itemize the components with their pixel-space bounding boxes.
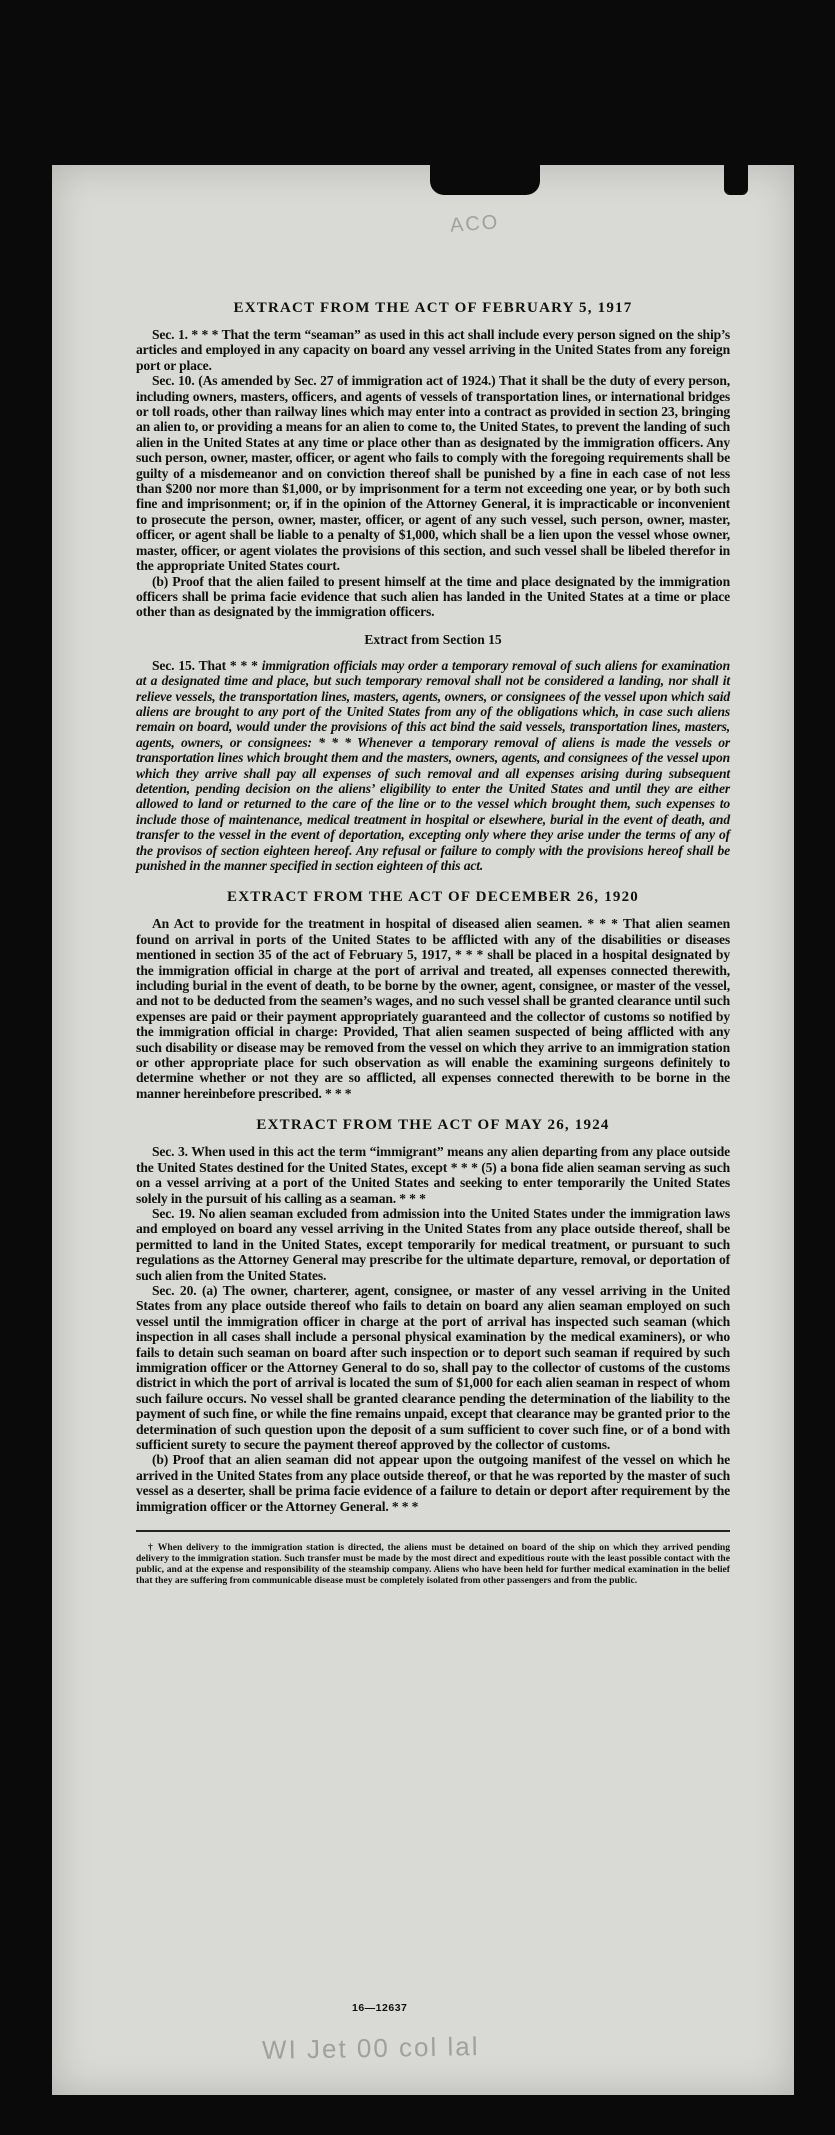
paragraph-sec-3: Sec. 3. When used in this act the term “immigrant” means any alien departing from any place outside the United States destined for the United States, except * * * (5) a bona fide alien seaman serving as such on a vessel arriving at a port of the United States and seeking to enter temporarily the United States solely in the pursuit of his calling as a seaman. * * *: [136, 1144, 730, 1206]
form-number: 16—12637: [352, 2002, 408, 2014]
paragraph-sec-15: [136, 658, 730, 874]
paragraph-sec-10: Sec. 10. (As amended by Sec. 27 of immigration act of 1924.) That it shall be the duty of every person, including owners, masters, officers, and agents of vessels of transportation lines, or international bridges or toll roads, other than railway lines which may enter into a contract as provided in section 23, bringing an alien to, or providing a means for an alien to come to, the United States, to prevent the landing of such alien in the United States at any time or place other than as designated by the immigration officers. Any such person, owner, master, officer, or agent who fails to comply with the foregoing requirements shall be guilty of a misdemeanor and on conviction thereof shall be punished by a fine in each case of not less than $200 nor more than $1,000, or by imprisonment for a term not exceeding one year, or by both such fine and imprisonment; or, if in the opinion of the Attorney General, it is impracticable or inconvenient to prosecute the person, owner, master, officer, or agent of any such vessel, such person, owner, master, officer, or agent shall be liable to a penalty of $1,000, which shall be a lien upon the vessel whose owner, master, officer, or agent violates the provisions of this section, and such vessel shall be libeled therefor in the appropriate United States court.: [136, 373, 730, 574]
sec-15-lead: Sec. 15. That * * *: [152, 657, 258, 673]
paragraph-sec-10-b: (b) Proof that the alien failed to present himself at the time and place designated by the immigration officers shall be prima facie evidence that such alien has landed in the United States at a time or place other than as designated by the immigration officers.: [136, 573, 730, 620]
paragraph-sec-1: Sec. 1. * * * That the term “seaman” as used in this act shall include every person signed on the ship’s articles and employed in any capacity on board any vessel arriving in the United States from any foreign port or place.: [136, 327, 730, 373]
faint-stamp-bottom: WI Jet 00 col lal: [261, 2031, 480, 2065]
paragraph-sec-20-b: (b) Proof that an alien seaman did not appear upon the outgoing manifest of the vessel on which he arrived in the United States from any place outside thereof, or that he was reported by the master of such vessel as a deserter, shall be prima facie evidence of a failure to detain or deport after requirement by the immigration officer or the Attorney General. * * *: [136, 1452, 730, 1514]
sec-15-italic-text: immigration officials may order a temporary removal of such aliens for examination at a designated time and place, but such temporary removal shall not be considered a landing, nor shall it relieve vessels, the transportation lines, masters, agents, owners, or consignees of the vessel upon which said aliens are brought to any port of the United States from any of the obligations which, in case such aliens remain on board, would under the provisions of this act bind the said vessels, transportation lines, masters, agents, owners, or consignees: * * * Whenever a temporary removal of aliens is made the vessels or transportation lines which brought them and the masters, owners, agents, and consignees of the vessel upon which they arrive shall pay all expenses of such removal and all expenses arising during subsequent detention, pending decision on the aliens’ eligibility to enter the United States and until they are either allowed to land or returned to the care of the line or to the vessel which brought them, such expenses to include those of maintenance, medical treatment in hospital or elsewhere, burial in the event of death, and transfer to the vessel in the event of deportation, excepting only where they arise under the terms of any of the provisos of section eighteen hereof. Any refusal or failure to comply with the provisions hereof shall be punished in the manner specified in section eighteen of this act.: [136, 657, 730, 873]
document-page: [52, 165, 794, 2095]
section-heading-1924: EXTRACT FROM THE ACT OF MAY 26, 1924: [256, 1117, 610, 1134]
section-heading-1917: EXTRACT FROM THE ACT OF FEBRUARY 5, 1917: [233, 300, 633, 316]
subheading-section-15: Extract from Section 15: [364, 631, 502, 647]
binder-clip-mark-right: [724, 165, 748, 195]
document-body: [136, 300, 730, 1586]
footnote: † When delivery to the immigration station is directed, the aliens must be detained on board of the ship on which they arrived pending delivery to the immigration station. Such transfer must be made by the most direct and expeditious route with the least possible contact with the public, and at the expense and responsibility of the steamship company. Aliens who have been held for further medical examination in the belief that they are suffering from communicable disease must be completely isolated from other passengers and from the public.: [136, 1542, 730, 1587]
paragraph-sec-19: Sec. 19. No alien seaman excluded from admission into the United States under the immigration laws and employed on board any vessel arriving in the United States from any place outside thereof, shall be permitted to land in the United States, except temporarily for medical treatment, or pursuant to such regulations as the Attorney General may prescribe for the ultimate departure, removal, or deportation of such alien from the United States.: [136, 1205, 730, 1283]
binder-clip-mark: [430, 165, 540, 195]
paragraph-act-1920: An Act to provide for the treatment in hospital of diseased alien seamen. * * * That alien seamen found on arrival in ports of the United States to be afflicted with any of the disabilities or diseases mentioned in section 35 of the act of February 5, 1917, * * * shall be placed in a hospital designated by the immigration official in charge at the port of arrival and treated, all expenses connected therewith, including burial in the event of death, to be borne by the owner, agent, consignee, or master of the vessel, and not to be deducted from the seamen’s wages, and no such vessel shall be granted clearance until such expenses are paid or their payment appropriately guaranteed and the collector of customs so notified by the immigration official in charge: Provided, That alien seamen suspected of being afflicted with any such disability or disease may be removed from the vessel on which they arrive to an immigration station or other appropriate place for such observation as will enable the examining surgeons definitely to determine whether or not they are so afflicted, all expenses connected therewith to be borne in the manner hereinbefore prescribed. * * *: [136, 916, 730, 1101]
paragraph-sec-20-a: Sec. 20. (a) The owner, charterer, agent, consignee, or master of any vessel arriving in the United States from any place outside thereof who fails to detain on board any alien seaman employed on such vessel until the immigration officer in charge at the port of arrival has inspected such seaman (which inspection in all cases shall include a personal physical examination by the medical examiners), or who fails to detain such seaman on board after such inspection or to deport such seaman if required by such immigration officer or the Attorney General to do so, shall pay to the collector of customs of the customs district in which the port of arrival is located the sum of $1,000 for each alien seaman in respect of whom such failure occurs. No vessel shall be granted clearance pending the determination of the liability to the payment of such fine, or while the fine remains unpaid, except that clearance may be granted prior to the determination of such question upon the deposit of a sum sufficient to cover such fine, or of a bond with sufficient surety to secure the payment thereof approved by the collector of customs.: [136, 1282, 730, 1452]
section-heading-1920: EXTRACT FROM THE ACT OF DECEMBER 26, 1920: [226, 889, 640, 906]
footnote-divider: [136, 1530, 730, 1532]
faint-stamp-top: ACO: [449, 211, 501, 237]
